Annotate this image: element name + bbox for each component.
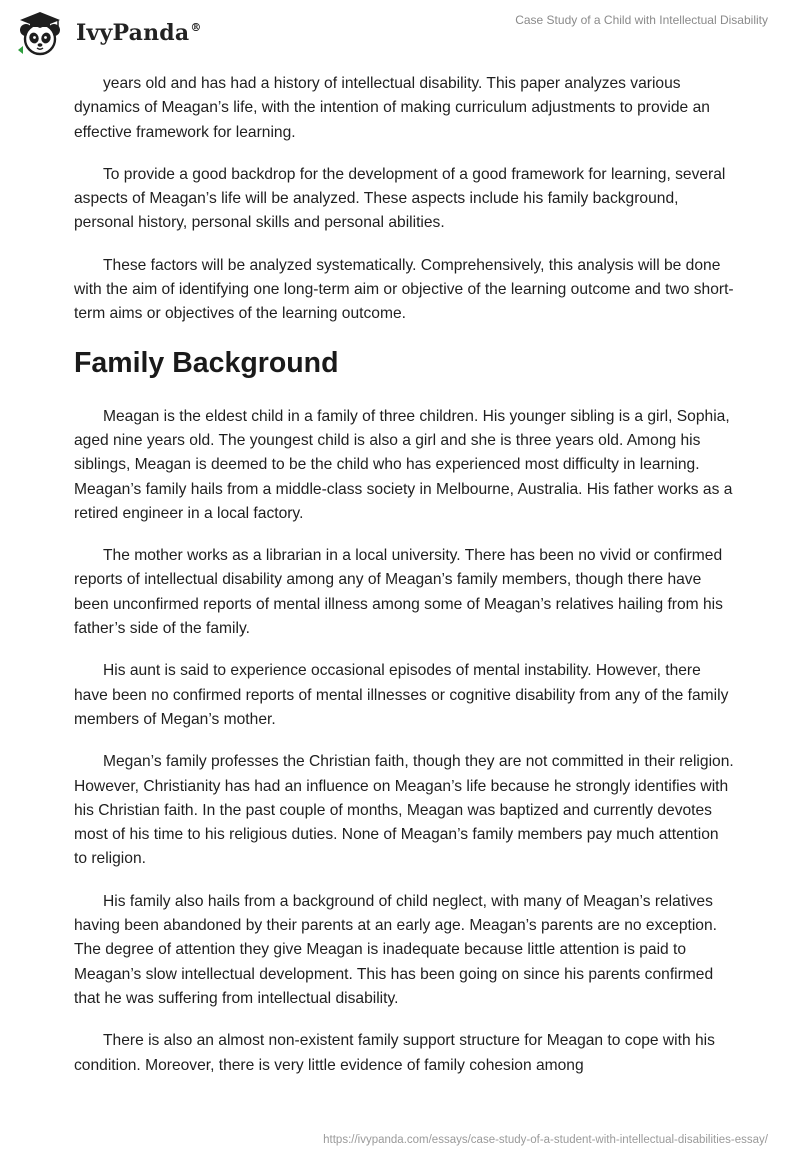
registered-mark: ®	[190, 21, 202, 34]
page-header	[0, 0, 800, 70]
essay-content	[74, 72, 734, 1096]
paragraph: His family also hails from a background of child neglect, with many of Meagan’s relatives having been abandoned by their parents at an early age. Meagan’s parents are no exception. The degree of attention they give Meagan is inadequate because little attention is paid to Meagan’s slow intellectual development. This has been going on since his parents confirmed that he was suffering from intellectual disability.	[74, 892, 717, 1007]
paragraph: Megan’s family professes the Christian faith, though they are not committed in their religion. However, Christianity has had an influence on Meagan’s life because he strongly identifies with his Christian faith. In the past couple of months, Meagan was baptized and currently devotes most of his time to his religious duties. None of Meagan’s family members pay much attention to religion.	[74, 753, 734, 868]
ivypanda-logo[interactable]	[14, 10, 202, 56]
brand-text: IvyPanda	[76, 20, 190, 46]
source-url[interactable]: https://ivypanda.com/essays/case-study-of-a-student-with-intellectual-disabilities-essay/	[323, 1134, 768, 1146]
paragraph: Meagan is the eldest child in a family of three children. His younger sibling is a girl, Sophia, aged nine years old. The youngest child is also a girl and she is three years old. Among his siblings, Meagan is deemed to be the child who has experienced most difficulty in learning. Meagan’s family hails from a middle-class society in Melbourne, Australia. His father works as a retired engineer in a local factory.	[74, 407, 733, 522]
paragraph: These factors will be analyzed systematically. Comprehensively, this analysis will be done with the aim of identifying one long-term aim or objective of the learning outcome and two short-term aims or objectives of the learning outcome.	[74, 256, 734, 323]
paragraph: To provide a good backdrop for the development of a good framework for learning, several aspects of Meagan’s life will be analyzed. These aspects include his family background, personal history, personal skills and personal abilities.	[74, 165, 726, 232]
paragraph: There is also an almost non-existent family support structure for Meagan to cope with his condition. Moreover, there is very little evidence of family cohesion among	[74, 1032, 715, 1074]
section-heading: Family Background	[74, 346, 339, 379]
document-title: Case Study of a Child with Intellectual Disability	[515, 13, 768, 27]
brand-name	[76, 20, 202, 46]
paragraph: years old and has had a history of intellectual disability. This paper analyzes various dynamics of Meagan’s life, with the intention of making curriculum adjustments to provide an effective framework for learning.	[74, 75, 710, 141]
paragraph: His aunt is said to experience occasional episodes of mental instability. However, there have been no confirmed reports of mental illnesses or cognitive disability from any of the family members of Megan’s mother.	[74, 662, 729, 728]
panda-graduation-cap-icon	[14, 10, 66, 56]
paragraph: The mother works as a librarian in a local university. There has been no vivid or confirmed reports of intellectual disability among any of Meagan’s family members, though there have been unconfirmed reports of mental illness among some of Meagan’s relatives hailing from his father’s side of the family.	[74, 547, 723, 638]
